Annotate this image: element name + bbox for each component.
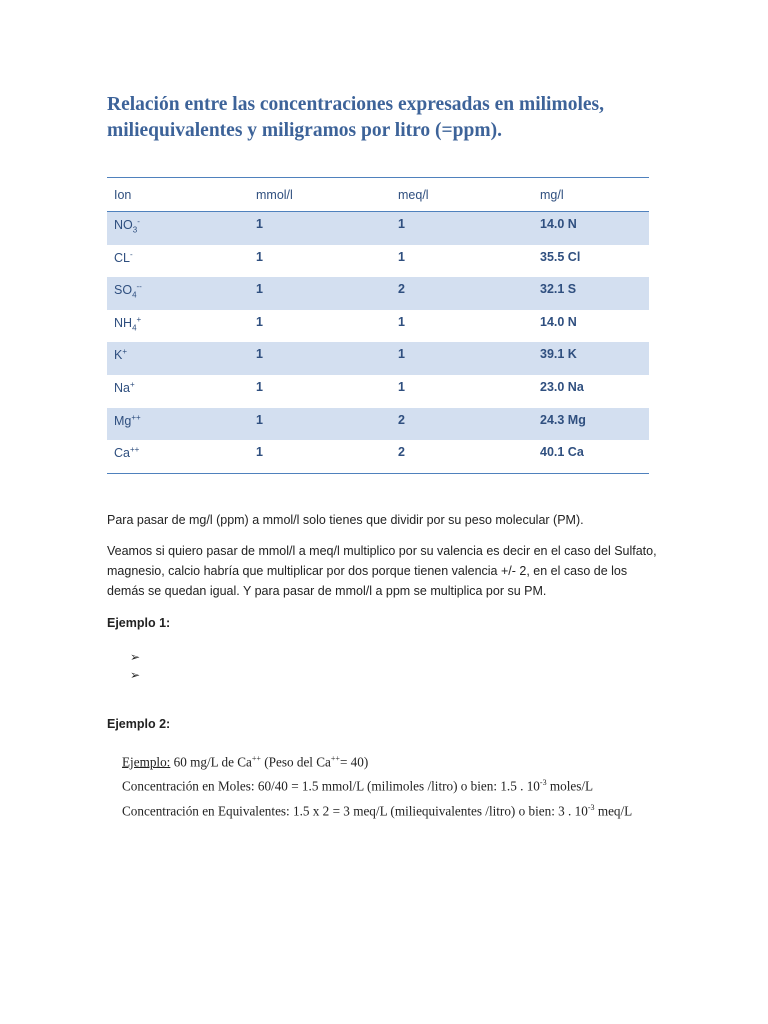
meq-cell: 1 [398,379,405,394]
mmol-cell: 1 [249,277,391,310]
mg-cell: 32.1 S [533,277,649,310]
table-row [107,375,649,408]
bullet-arrow-icon: ➢ [130,650,141,664]
ion-cell: K+ [107,342,249,375]
ion-cell: CL- [114,249,133,265]
table-row [107,408,649,441]
header-mg: mg/l [533,178,649,212]
table-row [107,440,649,473]
table-row [107,212,649,245]
header-meq: meq/l [391,178,533,212]
ex2-line-1: Ejemplo: 60 mg/L de Ca++ (Peso del Ca++= 40) [122,754,369,770]
mmol-cell: 1 [249,342,391,375]
title-line-1: Relación entre las concentraciones expresadas en milimoles, [107,94,605,115]
bullet-arrow-icon: ➢ [130,668,141,682]
meq-cell: 1 [391,342,533,375]
mg-cell: 23.0 Na [540,379,584,394]
ex2-line-3: Concentración en Equivalentes: 1.5 x 2 = 3 meq/L (miliequivalentes /litro) o bien: 3 . $10^{-3}$ meq/L [122,802,633,819]
table-row [107,245,649,278]
mmol-cell: 1 [256,445,263,460]
meq-cell: 2 [398,445,405,460]
meq-cell: 1 [398,314,405,329]
ion-table [107,177,649,474]
title-line-2: miliequivalentes y miligramos por litro (=ppm). [107,120,502,141]
table-header-row [107,178,649,212]
mg-cell: 24.3 Mg [533,408,649,441]
table-row [107,310,649,343]
header-mmol: mmol/l [249,178,391,212]
page-title [107,92,667,144]
paragraph-conversion-meq: Veamos si quiero pasar de mmol/l a meq/l multiplico por su valencia es decir en el caso del Sulfato, magnesio, calcio habría que multiplicar por dos porque tienen valencia +/- 2, en el caso de los demás se quedan igual. Y para pasar de mmol/l a ppm se multiplica por su PM. [107,544,657,598]
mmol-cell: 1 [256,249,263,264]
ejemplo-2-heading: Ejemplo 2: [107,717,171,731]
mmol-cell: 1 [249,408,391,441]
ion-cell: Na+ [114,379,135,396]
ejemplo-2-image-text [122,748,662,821]
ion-cell: $SO_4^{--}$ [107,277,249,310]
ejemplo-1-heading: Ejemplo 1: [107,616,171,630]
ex2-line-2: Concentración en Moles: 60/40 = 1.5 mmol/L (milimoles /litro) o bien: 1.5 . $10^{-3}$ moles/L [122,778,594,794]
meq-cell: 2 [391,408,533,441]
header-ion: Ion [107,178,249,212]
table-row [107,277,649,310]
meq-cell: 1 [398,249,405,264]
mmol-cell: 1 [256,379,263,394]
mg-cell: 14.0 N [533,212,649,245]
ion-cell: $NH_4^+$ [114,314,142,333]
ex2-label: Ejemplo: [122,754,171,770]
table-row [107,342,649,375]
mg-cell: 40.1 Ca [540,445,584,460]
meq-cell: 2 [391,277,533,310]
mmol-cell: 1 [249,212,391,245]
ion-cell: $NO_3^-$ [107,212,249,245]
mg-cell: 39.1 K [533,342,649,375]
ejemplo-1-list [130,648,140,684]
mg-cell: 14.0 N [540,314,577,329]
meq-cell: 1 [391,212,533,245]
mmol-cell: 1 [256,314,263,329]
mg-cell: 35.5 Cl [540,249,581,264]
ion-cell: Mg++ [107,408,249,441]
paragraph-conversion-ppm: Para pasar de mg/l (ppm) a mmol/l solo tienes que dividir por su peso molecular (PM). [107,513,584,527]
ion-cell: Ca++ [114,445,140,461]
